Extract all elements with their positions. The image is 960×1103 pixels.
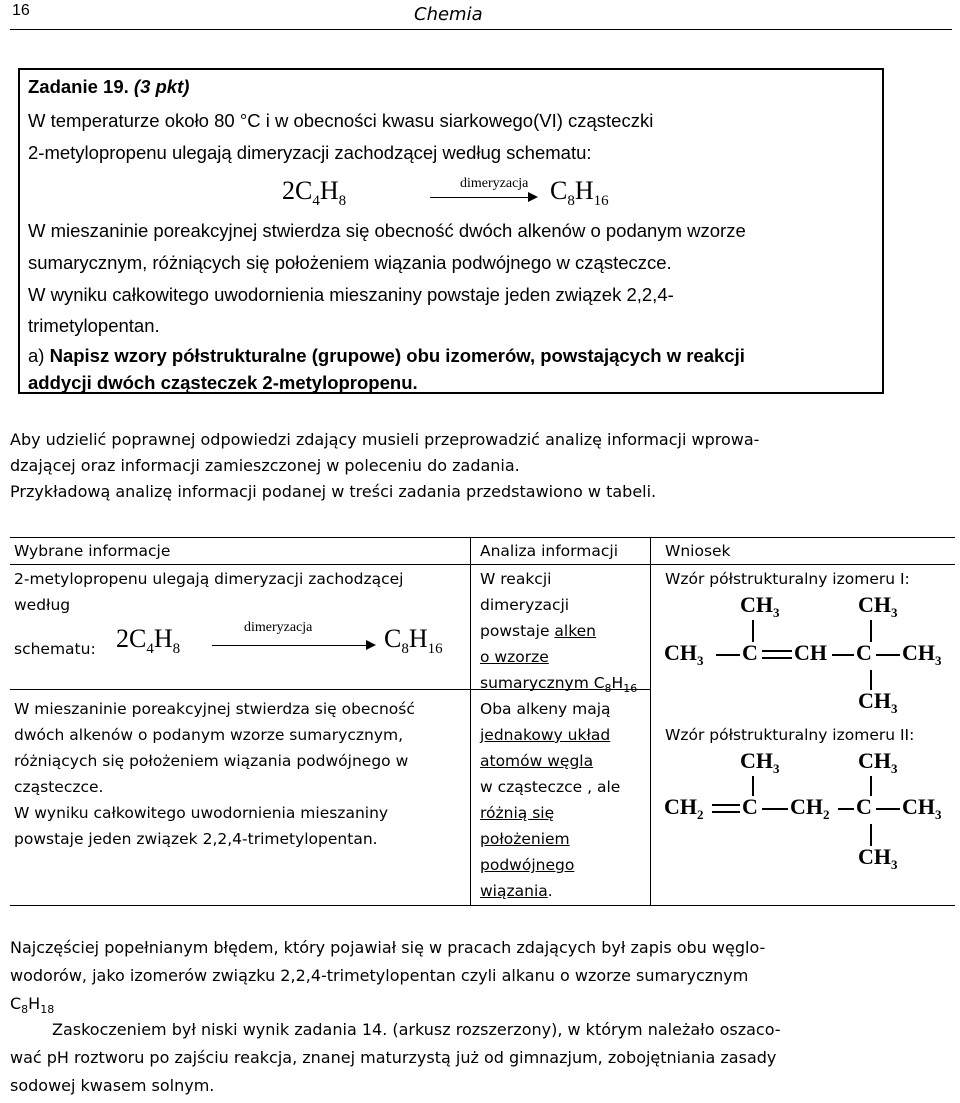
intro-line-3: Przykładową analizę informacji podanej w treści zadania przedstawiono w tabeli. — [10, 482, 657, 501]
table-header-analysis: Analiza informacji — [480, 542, 619, 560]
col1-text: cząsteczce. — [14, 778, 104, 796]
scheme-product: $C_8H_{16}$ — [550, 176, 609, 209]
isomer1-ch3-left: $CH_3$ — [664, 640, 704, 668]
table-scheme-arrow-label: dimeryzacja — [244, 620, 313, 635]
task-line-5: W wyniku całkowitego uwodornienia mieszaniny powstaje jeden związek 2,2,4- — [28, 284, 674, 305]
isomer2-ch3-top-b: $CH_3$ — [858, 748, 898, 776]
col2-text: jednakowy układ — [480, 726, 611, 744]
intro-line-2: dzającej oraz informacji zamieszczonej w poleceniu do zadania. — [10, 456, 520, 475]
isomer1-ch3-bottom: $CH_3$ — [858, 688, 898, 716]
task-line-1: W temperaturze około 80 °C i w obecności kwasu siarkowego(VI) cząsteczki — [28, 110, 654, 131]
col1-text: W wyniku całkowitego uwodornienia mieszaniny — [14, 804, 389, 822]
col1-text: 2-metylopropenu ulegają dimeryzacji zachodzącej — [14, 570, 404, 588]
isomer2-ch2-left: $CH_2$ — [664, 794, 704, 822]
col1-schematu: schematu: — [14, 640, 96, 658]
task-question-1: a) Napisz wzory półstrukturalne (grupowe) obu izomerów, powstających w reakcji — [28, 345, 745, 366]
col1-text: powstaje jeden związek 2,2,4-trimetylopentan. — [14, 830, 378, 848]
table-col-divider-2 — [650, 537, 651, 905]
isomer2-label: Wzór półstrukturalny izomeru II: — [665, 726, 915, 744]
task-number: Zadanie 19. — [28, 76, 129, 97]
col2-text: w cząsteczce , ale — [480, 778, 621, 796]
col2-text: Oba alkeny mają — [480, 700, 611, 718]
isomer1-ch: CH — [794, 640, 827, 665]
isomer2-ch2-mid: $CH_2$ — [790, 794, 830, 822]
isomer2-ch3-bottom: $CH_3$ — [858, 844, 898, 872]
col2-text: W reakcji — [480, 570, 552, 588]
isomer1-double-bond — [762, 657, 792, 659]
page-header-title: Chemia — [414, 4, 483, 25]
isomer1-bond — [716, 654, 740, 656]
task-line-3: W mieszaninie poreakcyjnej stwierdza się obecność dwóch alkenów o podanym wzorze — [28, 220, 746, 241]
outro-line-1: Najczęściej popełnianym błędem, który pojawiał się w pracach zdających był zapis obu węglo- — [10, 938, 766, 957]
isomer1-double-bond — [762, 650, 792, 652]
task-line-4: sumarycznym, różniących się położeniem wiązania podwójnego w cząsteczce. — [28, 252, 672, 273]
scheme-arrow-head — [528, 192, 538, 202]
isomer2-ch3-right: $CH_3$ — [902, 794, 942, 822]
isomer1-label: Wzór półstrukturalny izomeru I: — [665, 570, 910, 588]
page-number: 16 — [12, 2, 30, 19]
isomer2-bond — [870, 776, 872, 796]
isomer2-c-1: C — [742, 794, 758, 819]
table-bottom-border — [10, 905, 955, 906]
scheme-arrow-label: dimeryzacja — [460, 176, 529, 191]
isomer1-bond — [752, 620, 754, 642]
col2-text: o wzorze — [480, 648, 549, 666]
task-line-2: 2-metylopropenu ulegają dimeryzacji zachodzącej według schematu: — [28, 142, 592, 163]
task-question-2: addycji dwóch cząsteczek 2-metylopropenu. — [28, 372, 418, 393]
col1-text: według — [14, 596, 71, 614]
col2-text: atomów węgla — [480, 752, 594, 770]
isomer1-ch3-top-a: $CH_3$ — [740, 592, 780, 620]
task-box — [18, 68, 884, 394]
header-divider — [10, 29, 952, 30]
intro-line-1: Aby udzielić poprawnej odpowiedzi zdający musieli przeprowadzić analizę informacji wprowa- — [10, 430, 760, 449]
isomer1-bond — [832, 654, 854, 656]
task-line-6: trimetylopentan. — [28, 315, 160, 336]
isomer1-c-2: C — [856, 640, 872, 665]
table-header-divider — [10, 564, 955, 565]
col2-text: sumarycznym $C_8H_{16}$ — [480, 674, 638, 696]
isomer1-bond — [876, 654, 900, 656]
outro-line-5: sodowej kwasem solnym. — [10, 1076, 215, 1095]
isomer2-double-bond — [712, 811, 740, 813]
outro-line-4: wać pH roztworu po zajściu reakcja, znanej maturzystą już od gimnazjum, zobojętniania zasady — [10, 1048, 777, 1067]
outro-line-2: wodorów, jako izomerów związku 2,2,4-trimetylopentan czyli alkanu o wzorze sumarycznym — [10, 966, 749, 985]
table-col-divider-1 — [470, 537, 471, 905]
table-scheme-product: $C_8H_{16}$ — [384, 624, 443, 657]
task-title — [28, 76, 189, 98]
isomer2-bond — [838, 808, 854, 810]
col1-text: dwóch alkenów o podanym wzorze sumarycznym, — [14, 726, 404, 744]
table-scheme-reactant: $2C_4H_8$ — [116, 624, 181, 657]
isomer2-bond — [870, 824, 872, 846]
col2-text: powstaje alken — [480, 622, 597, 640]
table-header-conclusion: Wniosek — [665, 542, 731, 560]
table-scheme-arrow-head — [366, 640, 376, 650]
isomer1-c-1: C — [742, 640, 758, 665]
outro-formula: $C_8H_{18}$ — [10, 994, 55, 1017]
isomer2-ch3-top-a: $CH_3$ — [740, 748, 780, 776]
isomer2-bond — [762, 808, 788, 810]
col2-text: podwójnego — [480, 856, 575, 874]
scheme-arrow — [430, 197, 530, 198]
table-scheme-arrow — [212, 645, 368, 646]
isomer1-ch3-right: $CH_3$ — [902, 640, 942, 668]
task-points: (3 pkt) — [128, 76, 190, 97]
isomer2-c-2: C — [856, 794, 872, 819]
col2-text: położeniem — [480, 830, 570, 848]
col2-text: różnią się — [480, 804, 555, 822]
isomer1-bond — [870, 620, 872, 642]
col1-text: W mieszaninie poreakcyjnej stwierdza się obecność — [14, 700, 415, 718]
isomer2-bond — [752, 776, 754, 796]
outro-line-3: Zaskoczeniem był niski wynik zadania 14. (arkusz rozszerzony), w którym należało oszaco- — [52, 1020, 781, 1039]
col2-text: wiązania. — [480, 882, 553, 900]
isomer2-double-bond — [712, 804, 740, 806]
col2-text: dimeryzacji — [480, 596, 570, 614]
isomer1-ch3-top-b: $CH_3$ — [858, 592, 898, 620]
scheme-reactant: $2C_4H_8$ — [282, 176, 347, 209]
isomer1-bond — [870, 670, 872, 690]
table-header-info: Wybrane informacje — [14, 542, 171, 560]
isomer2-bond — [876, 808, 900, 810]
col1-text: różniących się położeniem wiązania podwójnego w — [14, 752, 409, 770]
